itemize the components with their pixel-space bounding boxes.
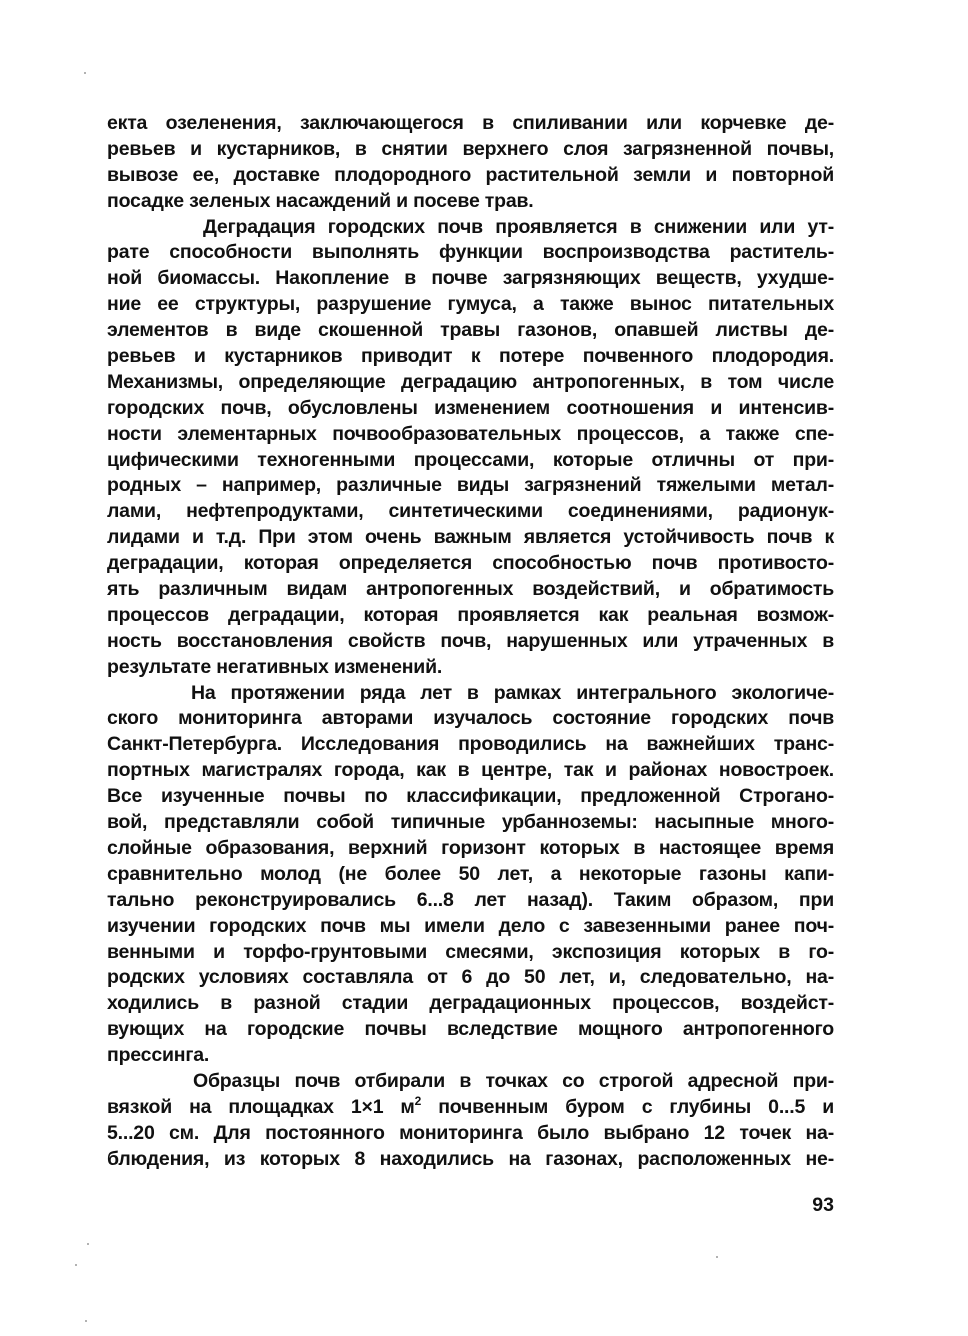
text-line: городских почв, обусловлены изменением соотношения и интенсив- — [107, 396, 834, 419]
text-line: Деградация городских почв проявляется в снижении или ут- — [203, 215, 834, 238]
paragraph-2 — [107, 215, 834, 681]
text-line: изучении городских почв мы имели дело с завезенными ранее поч- — [107, 914, 834, 937]
text-line: екта озеленения, заключающегося в спиливании или корчевке де- — [107, 112, 834, 134]
text-line: ние ее структуры, разрушение гумуса, а также вынос питательных — [107, 293, 834, 316]
text-line: ходились в разной стадии деградационных процессов, воздейст- — [107, 992, 834, 1015]
text-line: ной биомассы. Накопление в почве загрязняющих веществ, ухудше- — [107, 267, 834, 290]
text-line: ревьев и кустарников приводит к потере почвенного плодородия. — [107, 345, 834, 368]
text-line: вой, представляли собой типичные урбанноземы: насыпные много- — [107, 811, 834, 834]
text-line: тально реконструировались 6...8 лет назад). Таким образом, при — [107, 888, 834, 911]
text-line: блюдения, из которых 8 находились на газонах, расположенных не- — [107, 1147, 834, 1170]
text-line: ности элементарных почвообразовательных процессов, а также спе- — [107, 422, 834, 445]
text-fragment: почвенным буром с глубины 0...5 и — [421, 1095, 834, 1118]
text-line: портных магистралях города, как в центре, так и районах новостроек. — [107, 759, 834, 782]
text-line: ревьев и кустарников, в снятии верхнего слоя загрязненной почвы, — [107, 137, 834, 160]
text-line — [107, 1095, 834, 1121]
scan-speck — [85, 1320, 87, 1322]
text-line: элементов в виде скошенной травы газонов, опавшей листвы де- — [107, 319, 834, 342]
text-line: Образцы почв отбирали в точках со строгой адресной при- — [193, 1069, 834, 1092]
text-line: вующих на городские почвы вследствие мощного антропогенного — [107, 1018, 834, 1041]
paragraph-3 — [107, 681, 834, 1069]
text-line: ского мониторинга авторами изучалось состояние городских почв — [107, 707, 834, 730]
scan-speck — [84, 72, 86, 74]
text-line: вывозе ее, доставке плодородного растительной земли и повторной — [107, 163, 834, 186]
text-line: Санкт-Петербурга. Исследования проводились на важнейших транс- — [107, 733, 834, 756]
text-line: лидами и т.д. При этом очень важным является устойчивость почв к — [107, 526, 834, 549]
text-line: родских условиях составляла от 6 до 50 лет, и, следовательно, на- — [107, 966, 834, 989]
text-line: слойные образования, верхний горизонт которых в настоящее время — [107, 836, 834, 859]
scan-speck — [716, 1256, 718, 1258]
text-line: Все изученные почвы по классификации, предложенной Строгано- — [107, 785, 834, 808]
text-line: ность восстановления свойств почв, нарушенных или утраченных в — [107, 629, 834, 652]
scan-speck — [87, 1243, 89, 1245]
text-line: результате негативных изменений. — [107, 655, 443, 678]
text-fragment: вязкой на площадках 1×1 м — [107, 1095, 415, 1118]
page-number: 93 — [812, 1194, 834, 1216]
text-line: На протяжении ряда лет в рамках интегрального экологиче- — [191, 681, 834, 704]
paragraph-1 — [107, 111, 834, 215]
text-line: лами, нефтепродуктами, синтетическими соединениями, радионук- — [107, 500, 834, 523]
body-text — [107, 111, 834, 1173]
text-line: посадке зеленых насаждений и посеве трав. — [107, 189, 534, 212]
text-line: венными и торфо-грунтовыми смесями, экспозиция которых в го- — [107, 940, 834, 963]
text-line: цифическими техногенными процессами, которые отличны от при- — [107, 448, 834, 471]
text-line: прессинга. — [107, 1044, 210, 1067]
text-line: процессов деградации, которая проявляется как реальная возмож- — [107, 603, 834, 626]
text-line: Механизмы, определяющие деградацию антропогенных, в том числе — [107, 370, 834, 393]
text-line: родных – например, различные виды загрязнений тяжелыми метал- — [107, 474, 834, 497]
paragraph-4 — [107, 1069, 834, 1173]
text-line: деградации, которая определяется способностью почв противосто- — [107, 552, 834, 575]
superscript: 2 — [414, 1093, 422, 1108]
text-line: сравнительно молод (не более 50 лет, а некоторые газоны капи- — [107, 862, 834, 885]
scan-speck — [75, 1264, 77, 1266]
text-line: рате способности выполнять функции воспроизводства раститель- — [107, 241, 834, 264]
text-line: ять различным видам антропогенных воздействий, и обратимость — [107, 578, 834, 601]
text-line: 5...20 см. Для постоянного мониторинга было выбрано 12 точек на- — [107, 1121, 834, 1144]
